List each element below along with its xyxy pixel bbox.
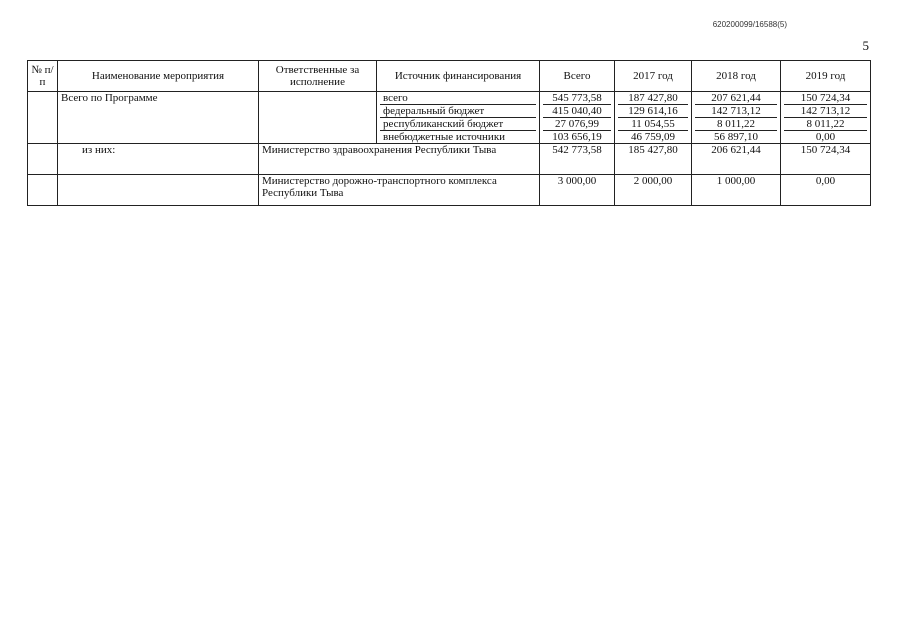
row-name: из них: <box>58 144 259 175</box>
row-total: 3 000,00 <box>540 175 615 206</box>
row-total: 542 773,58 <box>540 144 615 175</box>
value-cell: 11 054,55 <box>618 118 688 131</box>
program-total-row <box>28 92 871 144</box>
header-name: Наименование мероприятия <box>58 61 259 92</box>
value-cell: 187 427,80 <box>618 92 688 105</box>
value-cell: 545 773,58 <box>543 92 611 105</box>
y2017-values <box>615 92 692 144</box>
header-2018: 2018 год <box>692 61 781 92</box>
row-num <box>28 144 58 175</box>
value-cell: 207 621,44 <box>695 92 777 105</box>
row-name <box>58 175 259 206</box>
row-2018: 206 621,44 <box>692 144 781 175</box>
program-total-name: Всего по Программе <box>58 92 259 144</box>
value-cell: 150 724,34 <box>784 92 867 105</box>
value-cell: 0,00 <box>815 131 836 143</box>
value-cell: 56 897,10 <box>714 131 758 143</box>
value-cell: 8 011,22 <box>695 118 777 131</box>
row-2017: 185 427,80 <box>615 144 692 175</box>
header-2017: 2017 год <box>615 61 692 92</box>
value-cell: 142 713,12 <box>784 105 867 118</box>
value-cell: 46 759,09 <box>631 131 675 143</box>
row-2019: 150 724,34 <box>781 144 871 175</box>
y2019-values <box>781 92 871 144</box>
header-responsible: Ответственные за исполнение <box>259 61 377 92</box>
row-num <box>28 92 58 144</box>
document-id: 620200099/16588(5) <box>712 20 787 29</box>
page-number: 5 <box>862 38 869 53</box>
value-cell: 103 656,19 <box>552 131 602 143</box>
header-num: № п/п <box>28 61 58 92</box>
value-cell: 8 011,22 <box>784 118 867 131</box>
table-row <box>28 175 871 206</box>
value-cell: 27 076,99 <box>543 118 611 131</box>
header-total: Всего <box>540 61 615 92</box>
value-cell: 415 040,40 <box>543 105 611 118</box>
y2018-values <box>692 92 781 144</box>
header-row <box>28 61 871 92</box>
table-row <box>28 144 871 175</box>
row-2017: 2 000,00 <box>615 175 692 206</box>
source-list <box>377 92 540 144</box>
funding-table <box>27 60 871 206</box>
row-2019: 0,00 <box>781 175 871 206</box>
value-cell: 142 713,12 <box>695 105 777 118</box>
row-responsible: Министерство дорожно-транспортного комплекса Республики Тыва <box>259 175 540 206</box>
row-responsible: Министерство здравоохранения Республики Тыва <box>259 144 540 175</box>
header-source: Источник финансирования <box>377 61 540 92</box>
row-num <box>28 175 58 206</box>
row-2018: 1 000,00 <box>692 175 781 206</box>
total-values <box>540 92 615 144</box>
source-item: внебюджетные источники <box>383 131 506 143</box>
program-total-responsible <box>259 92 377 144</box>
header-2019: 2019 год <box>781 61 871 92</box>
source-item: всего <box>380 92 536 105</box>
source-item: федеральный бюджет <box>380 105 536 118</box>
value-cell: 129 614,16 <box>618 105 688 118</box>
source-item: республиканский бюджет <box>380 118 536 131</box>
